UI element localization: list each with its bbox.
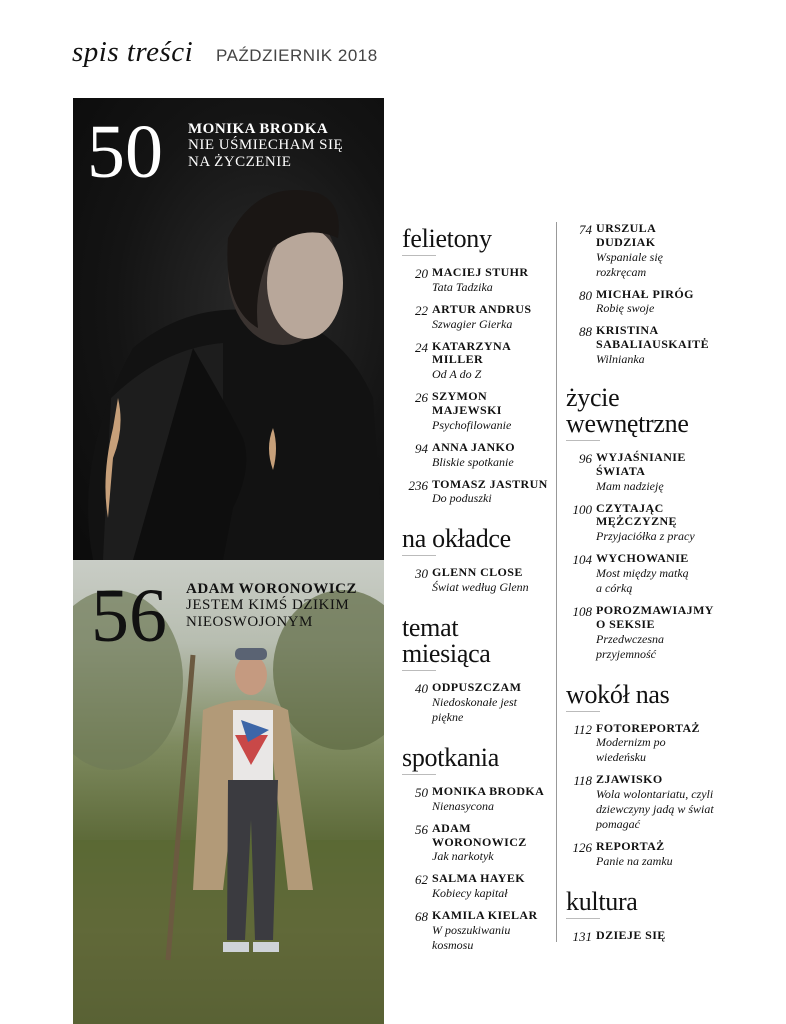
cover-name: MONIKA BRODKA <box>188 121 329 137</box>
entry-subtitle: Mam nadzieję <box>596 478 664 493</box>
entry-name: MONIKA BRODKA <box>432 783 545 798</box>
entry-name: CZYTAJĄC MĘŻCZYZNĘ <box>596 500 677 529</box>
entry-name: TOMASZ JASTRUN <box>432 476 548 491</box>
toc-entry[interactable] <box>402 785 550 814</box>
entry-subtitle: Wola wolontariatu, czyli dziewczyny jadą w świat pomagać <box>596 787 714 832</box>
entry-subtitle: Panie na zamku <box>596 853 673 868</box>
toc-entry[interactable] <box>566 324 716 367</box>
entry-name: SALMA HAYEK <box>432 871 525 886</box>
entry-subtitle: Bliskie spotkanie <box>432 454 514 469</box>
toc-entry[interactable] <box>566 288 716 317</box>
entry-subtitle: Niedoskonałe jest piękne <box>432 694 517 724</box>
toc-entry[interactable] <box>402 340 550 383</box>
section-title-zycie: życie wewnętrzne <box>566 382 689 438</box>
cover-subtitle: NIE UŚMIECHAM SIĘ NA ŻYCZENIE <box>188 137 344 170</box>
entry-page: 108 <box>572 603 592 619</box>
cover-photo-brodka <box>73 98 384 560</box>
entry-name: GLENN CLOSE <box>432 565 523 580</box>
section-rule <box>566 918 600 919</box>
entry-page: 74 <box>579 222 592 237</box>
entry-page: 112 <box>573 721 592 737</box>
entry-page: 24 <box>415 339 428 355</box>
toc-entry[interactable] <box>566 502 716 545</box>
entry-page: 118 <box>573 773 592 789</box>
toc-entry[interactable] <box>402 566 550 595</box>
entry-name: POROZMAWIAJMY O SEKSIE <box>596 602 714 631</box>
entry-name: WYJAŚNIANIE ŚWIATA <box>596 449 686 478</box>
entry-subtitle: W poszukiwaniu kosmosu <box>432 922 511 952</box>
toc-entry[interactable] <box>566 552 716 596</box>
entry-name: ADAM WORONOWICZ <box>432 820 527 849</box>
entry-name: MICHAŁ PIRÓG <box>596 286 694 301</box>
entry-name: ARTUR ANDRUS <box>432 301 532 316</box>
entry-subtitle: Do poduszki <box>432 491 492 506</box>
entry-subtitle: Świat według Glenn <box>432 580 529 595</box>
section-title-temat: temat miesiąca <box>402 613 491 669</box>
entry-name: WYCHOWANIE <box>596 551 689 566</box>
toc-column-left <box>402 226 550 953</box>
section-title-wokol: wokół nas <box>566 679 670 709</box>
cover-subtitle: JESTEM KIMŚ DZIKIM NIEOSWOJONYM <box>186 597 350 630</box>
toc-entry[interactable] <box>402 909 550 953</box>
entry-name: KRISTINA SABALIAUSKAITĖ <box>596 323 709 352</box>
column-divider <box>556 222 557 942</box>
entry-subtitle: Nienasycona <box>432 798 494 813</box>
section-rule <box>566 440 600 441</box>
entry-subtitle: Od A do Z <box>432 367 482 382</box>
toc-entry[interactable] <box>566 604 716 662</box>
section-rule <box>402 555 436 556</box>
cover-photo-woronowicz <box>73 560 384 1024</box>
toc-entry[interactable] <box>566 929 716 943</box>
toc-entry[interactable] <box>402 266 550 295</box>
section-rule <box>566 711 600 712</box>
toc-entry[interactable] <box>402 303 550 332</box>
entry-subtitle: Psychofilowanie <box>432 417 512 432</box>
toc-entry[interactable] <box>566 840 716 869</box>
entry-subtitle: Kobiecy kapitał <box>432 886 508 901</box>
section-title-spotkania: spotkania <box>402 742 499 772</box>
entry-name: KATARZYNA MILLER <box>432 338 511 367</box>
cover-page-number: 50 <box>87 110 163 194</box>
entry-name: ODPUSZCZAM <box>432 680 522 695</box>
entry-page: 126 <box>572 840 592 856</box>
issue-date: PAŹDZIERNIK 2018 <box>216 46 378 65</box>
toc-entry[interactable] <box>402 441 550 470</box>
entry-name: MACIEJ STUHR <box>432 265 529 279</box>
toc-column-right <box>566 222 716 943</box>
page-title: spis treści <box>72 36 194 68</box>
section-rule <box>402 255 436 256</box>
toc-entry[interactable] <box>566 222 716 280</box>
entry-name: FOTOREPORTAŻ <box>596 720 700 735</box>
entry-page: 30 <box>415 566 428 582</box>
entry-subtitle: Robię swoje <box>596 301 655 316</box>
entry-page: 68 <box>415 909 428 925</box>
section-rule <box>402 670 436 671</box>
toc-entry[interactable] <box>402 822 550 865</box>
entry-page: 88 <box>579 324 592 340</box>
entry-page: 26 <box>415 390 428 406</box>
toc-entry[interactable] <box>402 478 550 507</box>
entry-page: 96 <box>579 450 592 466</box>
toc-entry[interactable] <box>566 773 716 832</box>
entry-page: 104 <box>572 552 592 568</box>
entry-subtitle: Most między matką a córką <box>596 565 689 595</box>
entry-page: 80 <box>579 287 592 303</box>
entry-page: 22 <box>415 302 428 318</box>
toc-entry[interactable] <box>566 722 716 766</box>
section-rule <box>402 774 436 775</box>
entry-name: URSZULA DUDZIAK <box>596 221 656 249</box>
toc-entry[interactable] <box>402 681 550 725</box>
toc-entry[interactable] <box>402 872 550 901</box>
entry-page: 50 <box>415 784 428 800</box>
entry-subtitle: Przedwczesna przyjemność <box>596 631 664 661</box>
entry-name: ANNA JANKO <box>432 439 516 454</box>
entry-page: 62 <box>415 872 428 888</box>
entry-page: 236 <box>408 477 428 493</box>
cover-page-number: 56 <box>91 574 167 658</box>
entry-page: 56 <box>415 821 428 837</box>
entry-name: KAMILA KIELAR <box>432 908 538 923</box>
entry-subtitle: Jak narkotyk <box>432 849 494 864</box>
entry-subtitle: Szwagier Gierka <box>432 316 513 331</box>
entry-subtitle: Wilnianka <box>596 351 645 366</box>
section-title-felietony: felietony <box>402 224 492 253</box>
toc-entry[interactable] <box>402 390 550 433</box>
entry-name: REPORTAŻ <box>596 839 665 854</box>
cover-name: ADAM WORONOWICZ <box>186 581 357 597</box>
entry-subtitle: Wspaniale się rozkręcam <box>596 249 663 279</box>
section-title-kultura: kultura <box>566 886 638 916</box>
entry-subtitle: Modernizm po wiedeńsku <box>596 735 666 765</box>
entry-page: 20 <box>415 266 428 281</box>
entry-name: ZJAWISKO <box>596 772 663 787</box>
section-title-okladka: na okładce <box>402 524 511 554</box>
entry-subtitle: Tata Tadzika <box>432 279 493 294</box>
entry-page: 131 <box>572 928 592 944</box>
entry-page: 40 <box>415 681 428 697</box>
entry-name: SZYMON MAJEWSKI <box>432 389 502 417</box>
entry-subtitle: Przyjaciółka z pracy <box>596 529 695 544</box>
toc-entry[interactable] <box>566 451 716 494</box>
entry-name: DZIEJE SIĘ <box>596 927 666 942</box>
entry-page: 100 <box>572 501 592 517</box>
entry-page: 94 <box>415 440 428 456</box>
